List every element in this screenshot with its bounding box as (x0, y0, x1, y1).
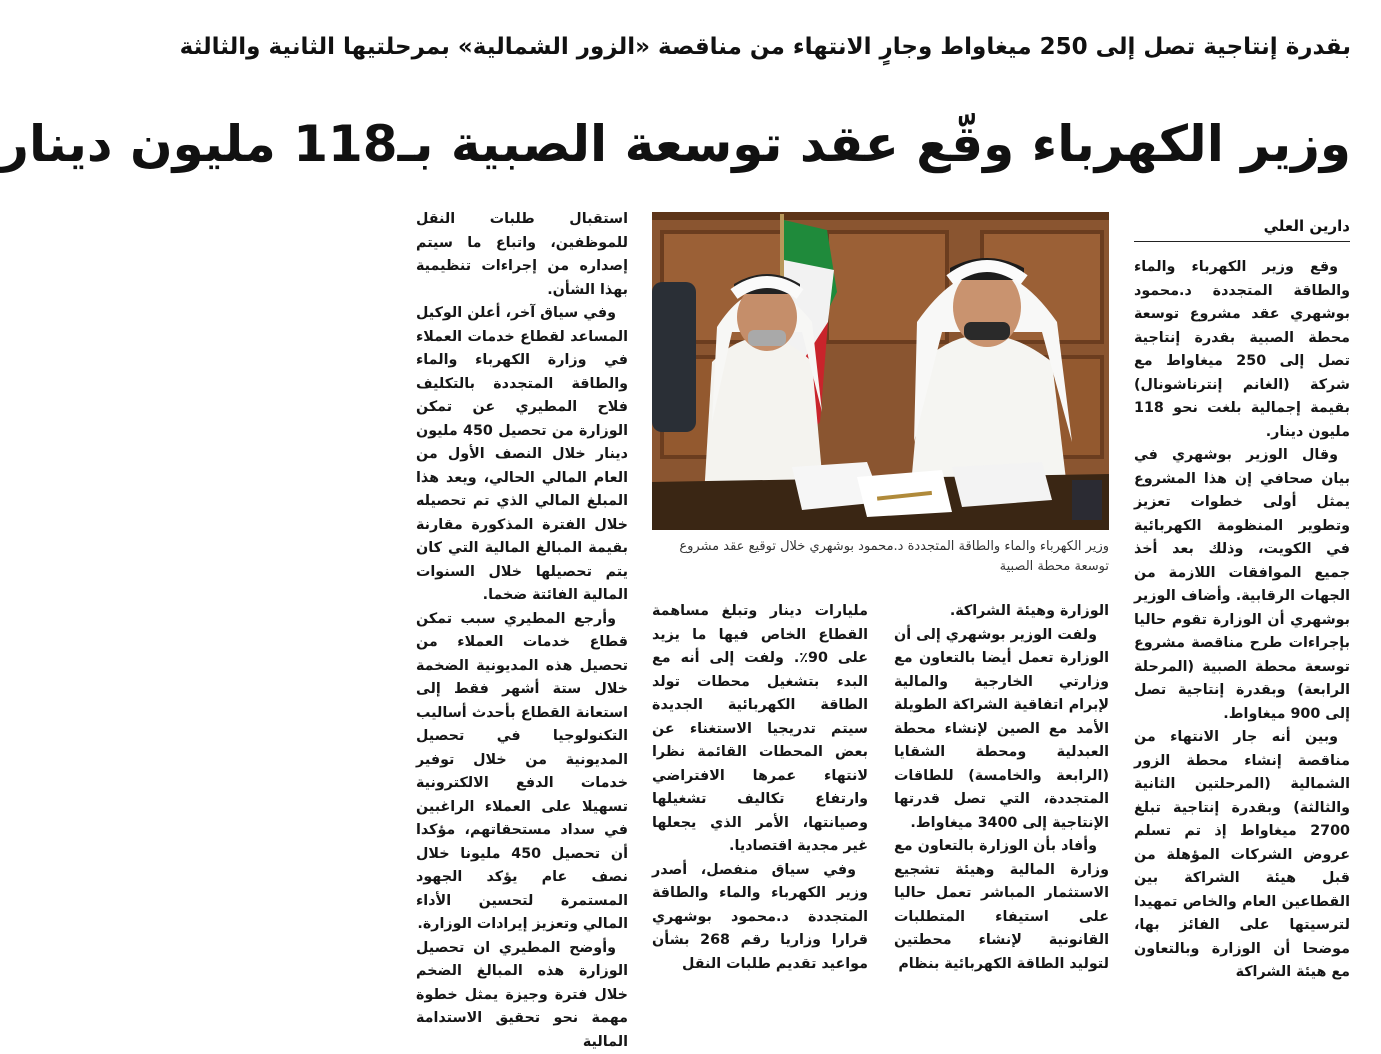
article-column-middle-left (652, 600, 868, 1000)
article-byline: دارين العلي (1134, 211, 1350, 242)
paragraph: وأوضح المطيري ان تحصيل الوزارة هذه المبالغ الضخم خلال فترة وجيزة يمثل خطوة مهمة نحو تحقيق الاستدامة المالية (416, 937, 628, 1054)
paragraph: وفي سياق آخر، أعلن الوكيل المساعد لقطاع خدمات العملاء في وزارة الكهرباء والماء والطاقة المتجددة بالتكليف فلاح المطيري عن تمكن الوزارة من تحصيل 450 مليون دينار خلال النصف الأول من العام المالي الحالي، ويعد هذا المبلغ المالي الذي تم تحصيله خلال الفترة المذكورة مقارنة بقيمة المبالغ المالية التي كان يتم تحصيلها خلال السنوات المالية الفائتة ضخما. (416, 302, 628, 608)
paragraph: وفي سياق منفصل، أصدر وزير الكهرباء والماء والطاقة المتجددة د.محمود بوشهري قرارا وزاريا رقم 268 بشأن مواعيد تقديم طلبات النقل (652, 859, 868, 977)
paragraph: وأرجع المطيري سبب تمكن قطاع خدمات العملاء من تحصيل هذه المديونية الضخمة خلال ستة أشهر فقط إلى استعانة القطاع بأحدث أساليب التكنولوجيا في تحصيل المديونية من خلال توفير خدمات الدفع الالكترونية تسهيلا على العملاء الراغبين في سداد مستحقاتهم، مؤكدا أن تحصيل 450 مليونا خلال نصف عام يؤكد الجهود المستمرة لتحسين الأداء المالي وتعزيز إيرادات الوزارة. (416, 608, 628, 937)
paragraph: ولفت الوزير بوشهري إلى أن الوزارة تعمل أيضا بالتعاون مع وزارتي الخارجية والمالية لإبرام اتفاقية الشراكة الطويلة الأمد مع الصين لإنشاء محطة العبدلية ومحطة الشقايا (الرابعة والخامسة) للطاقات المتجددة، التي تصل قدرتها الإنتاجية إلى 3400 ميغاواط. (894, 624, 1109, 836)
paragraph: وبين أنه جار الانتهاء من مناقصة إنشاء محطة الزور الشمالية (المرحلتين الثانية والثالثة) وبقدرة إنتاجية تبلغ 2700 ميغاواط إذ تم تسلم عروض الشركات المؤهلة من قبل هيئة الشراكة بين القطاعين العام والخاص تمهيدا لترسيتها على الفائز بها، موضحا أن الوزارة وبالتعاون مع هيئة الشراكة (1134, 726, 1350, 985)
article-headline: وزير الكهرباء وقّع عقد توسعة الصبية بـ118 مليون دينار (416, 108, 1351, 180)
paragraph: وقع وزير الكهرباء والماء والطاقة المتجددة د.محمود بوشهري عقد مشروع توسعة محطة الصبية بقدرة إنتاجية تصل إلى 250 ميغاواط مع شركة (الغانم إنترناشونال) بقيمة إجمالية بلغت نحو 118 مليون دينار. (1134, 256, 1350, 444)
article-column-left (416, 208, 628, 1000)
paragraph: مليارات دينار وتبلغ مساهمة القطاع الخاص فيها ما يزيد على 90٪. ولفت إلى أنه مع البدء بتشغيل محطات تولد الطاقة الكهربائية الجديدة سيتم تدريجيا الاستغناء عن بعض المحطات القائمة نظرا لانتهاء عمرها الافتراضي وارتفاع تكاليف تشغيلها وصيانتها، الأمر الذي يجعلها غير مجدية اقتصاديا. (652, 600, 868, 859)
paragraph: وقال الوزير بوشهري في بيان صحافي إن هذا المشروع يمثل أولى خطوات تعزيز وتطوير المنظومة الكهربائية في الكويت، وذلك بعد أخذ جميع الموافقات اللازمة من الجهات الرقابية. وأضاف الوزير بوشهري أن الوزارة تقوم حاليا بإجراءات طرح مناقصة مشروع توسعة محطة الصبية (المرحلة الرابعة) وبقدرة إنتاجية تصل إلى 900 ميغاواط. (1134, 444, 1350, 726)
paragraph: وأفاد بأن الوزارة بالتعاون مع وزارة المالية وهيئة تشجيع الاستثمار المباشر تعمل حاليا على استيفاء المتطلبات القانونية لإنشاء محطتين لتوليد الطاقة الكهربائية بنظام (894, 835, 1109, 976)
photo-illustration (652, 212, 1109, 530)
article-column-right (1134, 256, 1350, 1000)
photo-caption: وزير الكهرباء والماء والطاقة المتجددة د.محمود بوشهري خلال توقيع عقد مشروع توسعة محطة الصبية (652, 537, 1109, 577)
paragraph: الوزارة وهيئة الشراكة. (894, 600, 1109, 624)
paragraph: استقبال طلبات النقل للموظفين، واتباع ما سيتم إصداره من إجراءات تنظيمية بهذا الشأن. (416, 208, 628, 302)
article-photo (652, 212, 1109, 530)
article-kicker: بقدرة إنتاجية تصل إلى 250 ميغاواط وجارٍ الانتهاء من مناقصة «الزور الشمالية» بمرحلتيها الثانية والثالثة (416, 30, 1351, 64)
article-column-middle-right (894, 600, 1109, 1000)
